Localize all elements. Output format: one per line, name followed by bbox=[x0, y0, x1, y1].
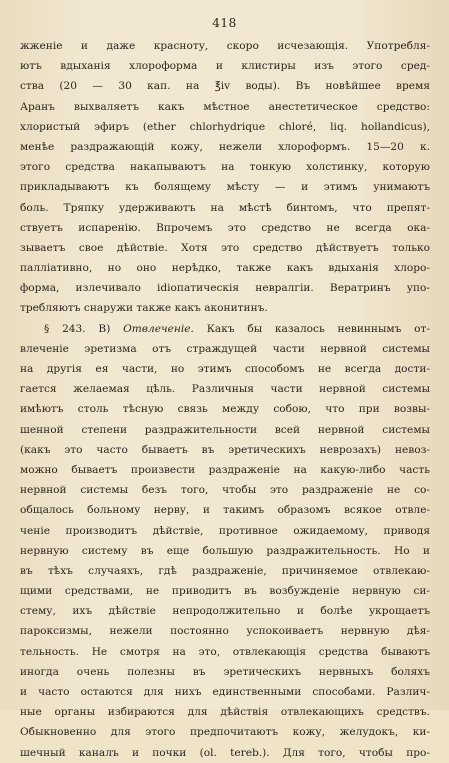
text-line: можно бываетъ произвести раздраженіе на какую-либо часть bbox=[20, 463, 430, 476]
text-line: и часто остаются для нихъ единственными способами. Различ- bbox=[20, 686, 430, 698]
section-heading-line bbox=[20, 319, 430, 339]
text-line: нервную систему въ еще большую раздражительность. Но и bbox=[20, 544, 430, 557]
text-line: ствуетъ испаренію. Впрочемъ это средство не всегда ока- bbox=[20, 221, 430, 234]
page-number: 418 bbox=[212, 16, 237, 30]
text-line: общалось больному нерву, и такимъ образомъ всякое отвле- bbox=[20, 504, 430, 517]
text-line: шечный каналъ и почки (ol. tereb.). Для того, чтобы про- bbox=[20, 746, 430, 759]
text-line: стему, ихъ дѣйствіе непродолжительно и болѣе укрощаетъ bbox=[20, 605, 430, 618]
section-first-line-text: Какъ бы казалось невиннымъ от- bbox=[206, 322, 430, 335]
text-line: ные органы избираются для дѣйствія отвлекающихъ средствъ. bbox=[20, 706, 430, 719]
text-line: на другія ея части, но этимъ способомъ не всегда дости- bbox=[20, 363, 430, 375]
text-line: ства (20 — 30 кап. на ℥iv воды). Въ новѣйшее время bbox=[20, 80, 430, 93]
text-line: иногда очень полезны въ эретическихъ нервныхъ боляхъ bbox=[20, 665, 430, 678]
text-line: зываетъ свое дѣйствіе. Хотя это средство дѣйствуетъ только bbox=[20, 241, 430, 254]
text-line: ютъ вдыханія хлороформа и клистиры изъ этого сред- bbox=[20, 60, 430, 73]
text-line: тельность. Не смотря на это, отвлекающія средства бываютъ bbox=[20, 645, 430, 658]
text-line: этого средства накапываютъ на тонкую холстинку, которую bbox=[20, 161, 430, 174]
section-number: § 243. В) bbox=[44, 322, 111, 335]
text-line: боль. Тряпку удерживаютъ на мѣстѣ бинтомъ, что препят- bbox=[20, 201, 430, 214]
text-line: имѣютъ столь тѣсную связь между собою, что при возвы- bbox=[20, 403, 430, 416]
text-line: нервной системы безъ того, чтобы это раздраженіе не со- bbox=[20, 484, 430, 497]
text-line: въ тѣхъ случаяхъ, гдѣ раздраженіе, причиняемое отвлекаю- bbox=[20, 564, 430, 577]
text-line: палліативно, но оно нерѣдко, также какъ вдыханія хлоро- bbox=[20, 262, 430, 275]
text-line: Обыкновенно для этого предпочитаютъ кожу, желудокъ, ки- bbox=[20, 726, 430, 739]
text-line: (какъ это часто бываетъ въ эретическихъ неврозахъ) невоз- bbox=[20, 443, 430, 456]
text-line: щими средствами, не приводитъ въ возбужденіе нервную си- bbox=[20, 585, 430, 598]
text-line: жженіе и даже красноту, скоро исчезающія. Употребля- bbox=[20, 40, 430, 52]
paragraph-continuation bbox=[20, 36, 430, 319]
text-line: ченіе производитъ дѣйствіе, противное ожидаемому, приводя bbox=[20, 524, 430, 537]
text-line: менѣе раздражающій кожу, нежели хлороформъ. 15—20 к. bbox=[20, 140, 430, 153]
body-text bbox=[20, 36, 430, 763]
paragraph-section-243 bbox=[20, 319, 430, 763]
section-title: Отвлеченіе. bbox=[123, 322, 194, 335]
text-line: пароксизмы, нежели постоянно успокоиваетъ нервную дѣя- bbox=[20, 625, 430, 638]
text-line: форма, излечивало idiопатическія невралгіи. Вератринъ упо- bbox=[20, 282, 430, 295]
text-line: Аранъ выхваляетъ какъ мѣстное анестетическое средство: bbox=[20, 100, 430, 113]
text-line: влеченіе эретизма отъ страждущей части нервной системы bbox=[20, 342, 430, 355]
text-line: гается желаемая цѣль. Различныя части нервной системы bbox=[20, 383, 430, 396]
text-line: прикладываютъ къ болящему мѣсту — и этимъ унимаютъ bbox=[20, 181, 430, 194]
text-line: хлористый эфиръ (ether chlorhydrique chloré, liq. hollandicus), bbox=[20, 120, 430, 133]
text-line: шенной степени раздражительности всей нервной системы bbox=[20, 423, 430, 436]
text-line: требляютъ снаружи также какъ аконитинъ. bbox=[20, 302, 268, 315]
